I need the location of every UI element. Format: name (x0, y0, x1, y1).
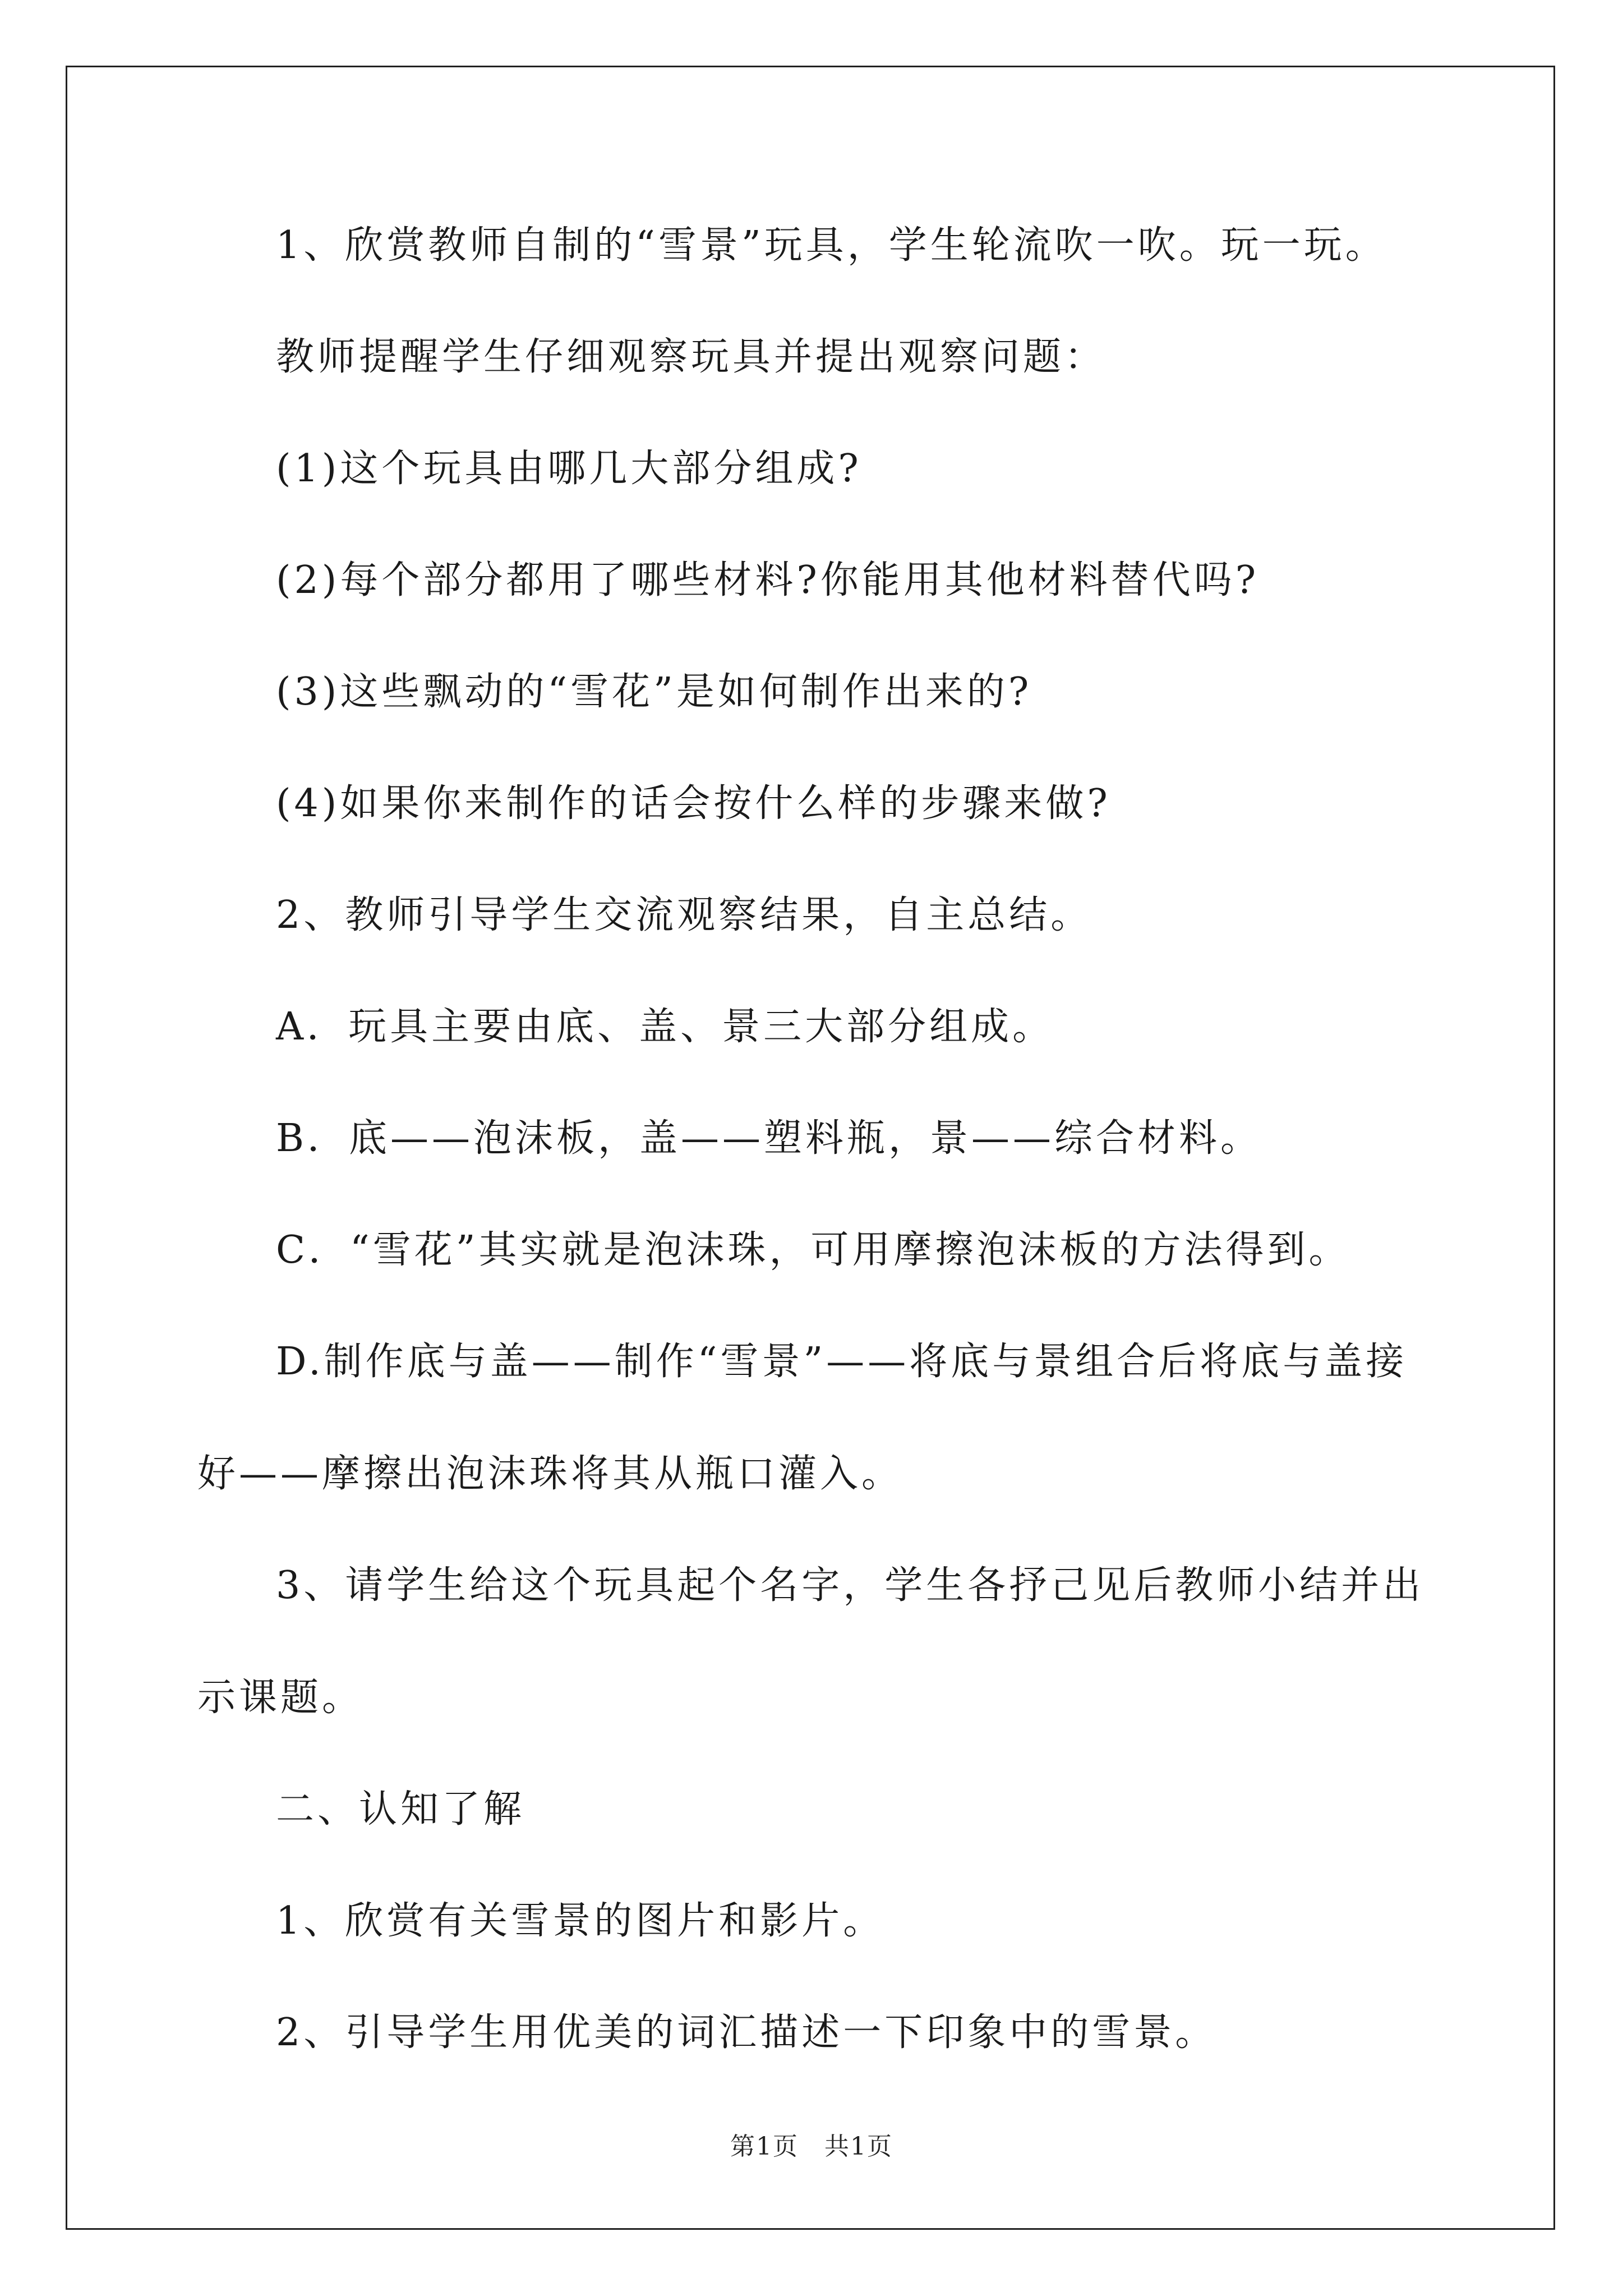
paragraph: A．玩具主要由底、盖、景三大部分组成。 (276, 1005, 1054, 1049)
paragraph: 教师提醒学生仔细观察玩具并提出观察问题： (276, 335, 1106, 379)
paragraph: 1、欣赏教师自制的“雪景”玩具，学生轮流吹一吹。玩一玩。 (276, 223, 1387, 268)
paragraph: C．“雪花”其实就是泡沫珠，可用摩擦泡沫板的方法得到。 (276, 1228, 1350, 1272)
paragraph: 3、请学生给这个玩具起个名字，学生各抒己见后教师小结并出示课题。 (197, 1563, 1424, 1720)
paragraph: B．底——泡沫板，盖——塑料瓶，景——综合材料。 (276, 1116, 1262, 1161)
paragraph: (4)如果你来制作的话会按什么样的步骤来做? (276, 781, 1111, 826)
section-heading: 二、认知了解 (276, 1787, 525, 1832)
paragraph: (3)这些飘动的“雪花”是如何制作出来的? (276, 670, 1032, 714)
paragraph: (1)这个玩具由哪几大部分组成? (276, 447, 862, 491)
document-body (197, 219, 1431, 2118)
paragraph: 2、引导学生用优美的词汇描述一下印象中的雪景。 (276, 2010, 1217, 2055)
paragraph: (2)每个部分都用了哪些材料?你能用其他材料替代吗? (276, 558, 1260, 602)
paragraph: D.制作底与盖——制作“雪景”——将底与景组合后将底与盖接好——摩擦出泡沫珠将其从瓶口灌入。 (197, 1340, 1408, 1496)
page-footer: 第1页 共1页 (730, 2132, 893, 2161)
paragraph: 1、欣赏有关雪景的图片和影片。 (276, 1899, 885, 1943)
paragraph: 2、教师引导学生交流观察结果，自主总结。 (276, 893, 1092, 937)
